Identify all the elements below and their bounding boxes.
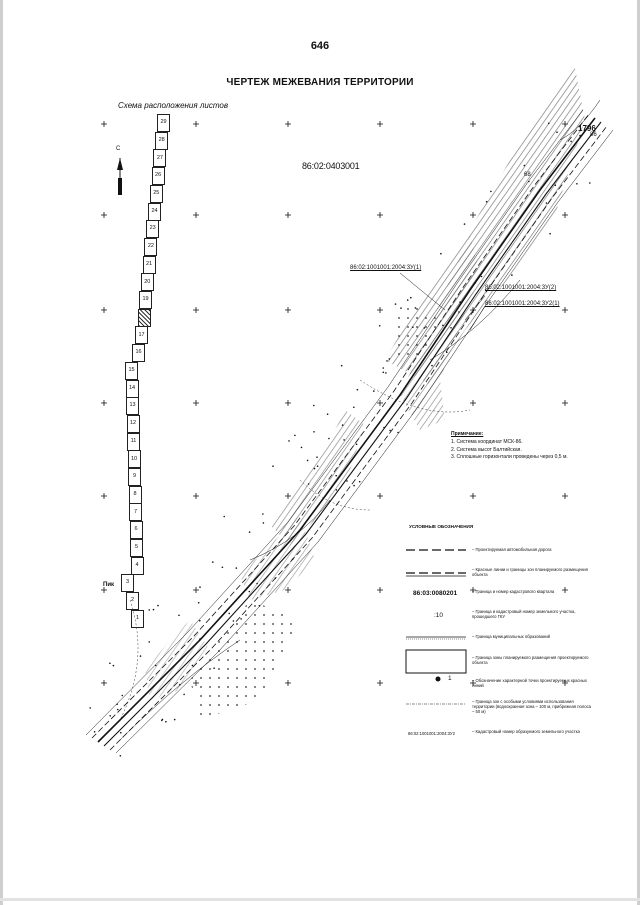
grid-cross [377,121,383,127]
survey-point [307,460,309,462]
legend-sample-point: 1 [448,675,452,682]
sheet-14: 14 [126,380,139,398]
survey-point [395,303,397,305]
survey-point [481,276,483,278]
survey-point [272,465,274,467]
grid-cross [101,121,107,127]
survey-point [556,131,558,133]
grid-cross [285,307,291,313]
survey-point [161,720,163,722]
sheet-22: 22 [144,238,157,256]
forest-zones [145,68,585,720]
survey-point [327,413,329,415]
survey-point [294,435,296,437]
survey-point [316,456,318,458]
survey-point [228,613,230,615]
survey-point [459,301,461,303]
survey-point [548,123,550,125]
sheet-16: 16 [132,344,145,362]
survey-point [524,165,526,167]
survey-point [555,184,557,186]
note-item-2: 2. Система высот Балтийская. [451,446,522,453]
survey-point [148,641,150,643]
grid-cross [377,493,383,499]
parcel-label-3: 86:02:1001001:2004:3У2(1) [485,301,560,307]
survey-point [353,485,355,487]
survey-point [389,358,391,360]
survey-point [236,567,238,569]
survey-point [359,481,361,483]
grid-cross [470,121,476,127]
grid-cross [193,400,199,406]
survey-point [109,715,111,717]
survey-point [240,618,242,620]
survey-point [335,475,337,477]
survey-point [94,731,96,733]
notes-block [451,431,601,462]
survey-point [379,325,381,327]
survey-point [233,620,235,622]
survey-point [192,665,194,667]
survey-point [357,389,359,391]
sheet-2: 2 [126,592,139,610]
survey-point [579,135,581,137]
survey-point [117,709,119,711]
survey-point [317,465,319,467]
point-label-68: 68 [524,172,531,178]
survey-point [109,663,111,665]
survey-point [199,620,201,622]
sheet-layout-title: Схема расположения листов [118,101,229,110]
survey-point [346,480,348,482]
survey-point [174,719,176,721]
grid-cross [377,587,383,593]
survey-point [570,141,572,143]
survey-point [259,605,261,607]
legend-title: УСЛОВНЫЕ ОБОЗНАЧЕНИЯ [409,524,474,529]
grid-cross [562,400,568,406]
sheet-4: 4 [131,557,144,575]
page-number: 646 [310,40,330,52]
survey-point [199,586,201,588]
survey-point [212,561,214,563]
survey-point [407,299,409,301]
grid-cross [101,680,107,686]
grid-cross [101,400,107,406]
survey-point [549,233,551,235]
survey-point [120,732,122,734]
survey-point [165,721,167,723]
grid-cross [193,493,199,499]
survey-point [382,367,384,369]
survey-point [89,707,91,709]
survey-point [148,609,150,611]
survey-point [262,513,264,515]
survey-point [400,307,402,309]
north-arrow-icon [117,158,123,195]
survey-point [256,583,258,585]
legend-item-new-parcel: – Кадастровый номер образуемого земельного участка [472,729,580,734]
survey-point [222,567,224,569]
sheet-9: 9 [128,468,141,486]
legend-item-quarter: – Граница и номер кадастрового квартала [472,589,555,594]
survey-point [353,407,355,409]
legend-sample-parcel: :10 [434,612,444,619]
sheet-15: 15 [125,362,138,380]
grid-cross [101,587,107,593]
survey-point [308,483,310,485]
survey-point [486,201,488,203]
survey-point [328,438,330,440]
survey-point [442,325,444,327]
grid-cross [285,121,291,127]
sheet-28: 28 [155,132,168,150]
sheet-19: 19 [139,291,152,309]
survey-point [336,489,338,491]
survey-point [223,516,225,518]
sheet-10: 10 [128,450,141,468]
survey-point [589,182,591,184]
start-label: Пик [103,582,115,588]
grid-cross [101,307,107,313]
survey-point [155,665,157,667]
survey-point [383,427,385,429]
grid-cross [193,307,199,313]
grid-cross [101,212,107,218]
survey-point [301,447,303,449]
survey-point [157,605,159,607]
legend-item-red-lines: – Красные линии и границы зон планируемого размещения объекта [472,567,588,577]
survey-point [490,191,492,193]
survey-point [113,665,115,667]
scan-edge-left [0,0,3,905]
grid-cross [377,307,383,313]
survey-point [122,695,124,697]
legend-sample-quarter: 86:03:0080201 [413,590,458,597]
survey-point [450,327,452,329]
survey-point [431,365,433,367]
sheet-7: 7 [129,503,142,521]
legend-item-zone: – Граница зоны планируемого размещения проектируемого объекта [472,655,589,665]
survey-point [314,468,316,470]
survey-point [313,431,315,433]
survey-point [120,755,122,757]
point-label-86: 86 [590,132,597,138]
sheet-8: 8 [129,486,142,504]
survey-point [412,326,414,328]
grid-cross [101,493,107,499]
north-label: С [116,146,121,152]
survey-point [576,183,578,185]
survey-point [199,638,201,640]
grid-cross [377,212,383,218]
survey-point [249,531,251,533]
sheet-5: 5 [130,539,143,557]
sheet-24: 24 [148,203,161,221]
survey-point [546,202,548,204]
parcel-label-2: 86:02:1001001:2004:3У(2) [485,285,557,291]
survey-point [263,522,265,524]
survey-point [356,444,358,446]
grid-cross [562,212,568,218]
survey-point [342,424,344,426]
legend-samples [406,550,466,704]
legend-item-road: – Проектируемая автомобильная дорога [472,547,552,552]
survey-point [385,372,387,374]
survey-point [424,327,426,329]
survey-point [288,440,290,442]
grid-cross [193,121,199,127]
grid-cross [285,400,291,406]
scan-edge-bottom [0,898,640,901]
sheet-11: 11 [127,433,140,451]
survey-point [140,655,142,657]
corner-label: 1796 [578,124,596,133]
sheet-3: 3 [121,574,134,592]
survey-point [458,311,460,313]
survey-point [179,684,181,686]
sheet-1: 1 [131,610,144,628]
survey-point [389,430,391,432]
survey-point [249,591,251,593]
sheet-20: 20 [141,273,154,291]
legend-item-parcel: – Граница и кадастровый номер земельного участка, прошедшего ГКУ [472,609,576,619]
survey-point [373,390,375,392]
grid-cross [193,212,199,218]
drawing-title: ЧЕРТЕЖ МЕЖЕВАНИЯ ТЕРРИТОРИИ [226,77,414,88]
legend-item-water-zone: – Граница зон с особыми условиями использования территории (водоохранная зона – 100 м, прибрежная полоса – 50 м) [472,699,591,714]
survey-point [397,432,399,434]
survey-point [383,372,385,374]
survey-point [213,667,215,669]
survey-point [341,365,343,367]
grid-cross [562,493,568,499]
survey-point [410,297,412,299]
grid-cross [562,307,568,313]
sheet-29: 29 [157,114,170,132]
grid-cross [285,680,291,686]
legend-item-municipal: – Граница муниципальных образований [472,634,550,639]
survey-point [292,559,294,561]
note-item-3: 3. Сплошные горизонтали проведены через 0,5 м. [451,454,568,461]
sheet-23: 23 [146,220,159,238]
grid-cross [470,400,476,406]
grid-cross [470,493,476,499]
sheet-13: 13 [126,397,139,415]
survey-point [440,253,442,255]
sheet-21: 21 [143,256,156,274]
survey-point [313,405,315,407]
survey-point [528,181,530,183]
survey-point [386,360,388,362]
survey-point [275,578,277,580]
grid-cross [193,587,199,593]
survey-point [464,223,466,225]
note-item-1: 1. Система координат МСК-86. [451,438,523,445]
survey-point [178,615,180,617]
survey-point [153,609,155,611]
notes-header: Примечание: [451,431,484,437]
legend-item-point: – Обозначение характерной точки проектируемых красных линий [472,678,587,688]
legend-sample-new-parcel: 86:02:1001001:2004:3У2 [408,731,455,736]
sheet-6: 6 [130,521,143,539]
sheet-25: 25 [150,185,163,203]
survey-point [343,439,345,441]
grid-cross [285,212,291,218]
cadastral-quarter-label: 86:02:0403001 [302,161,360,171]
grid-cross [470,212,476,218]
sheet-17: 17 [135,326,148,344]
grid-cross [377,680,383,686]
survey-point [446,352,448,354]
survey-point [511,274,513,276]
survey-point [183,694,185,696]
sheet-26: 26 [152,167,165,185]
survey-point [474,282,476,284]
sheet-12: 12 [127,415,140,433]
parcel-label-1: 86:02:1001001:2004:3У(1) [350,265,422,271]
survey-point [415,307,417,309]
survey-point [116,703,118,705]
sheet-27: 27 [153,149,166,167]
survey-point [198,602,200,604]
